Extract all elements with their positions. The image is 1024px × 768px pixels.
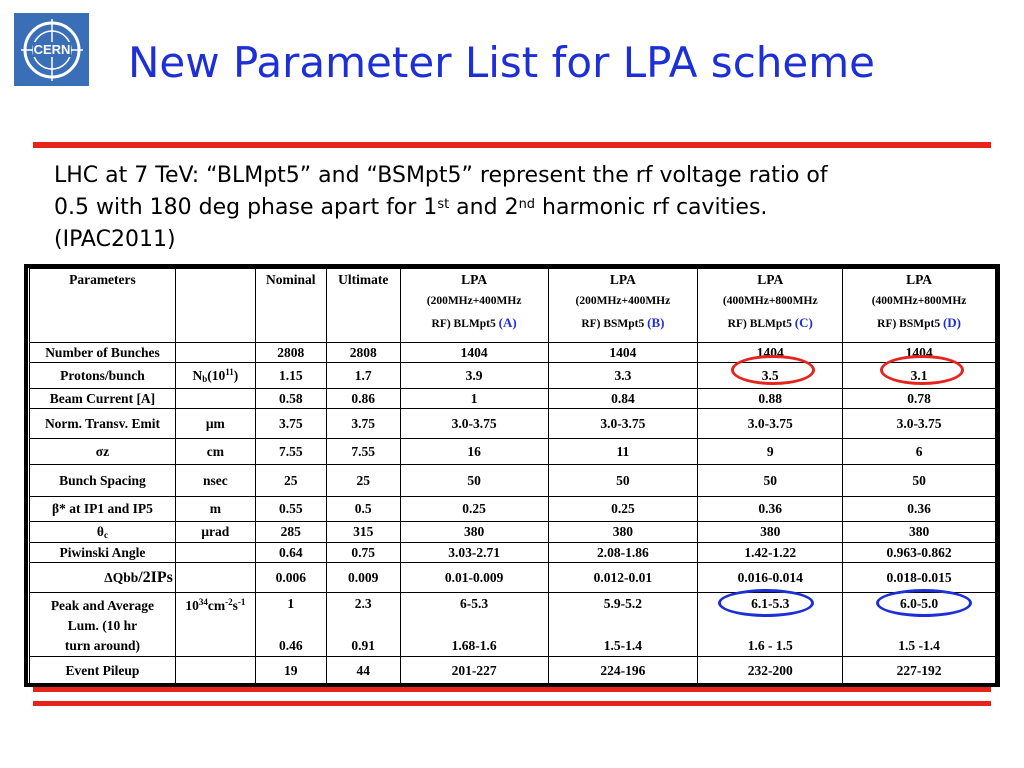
table-row: ΔQbb/2IPs 0.006 0.009 0.01-0.009 0.012-0.01 0.016-0.014 0.018-0.015 — [30, 563, 996, 593]
table-row: $\theta_c$ μrad 285 315 380 380 380 380 — [30, 522, 996, 543]
table-row: Bunch Spacing nsec 25 25 50 50 50 50 — [30, 465, 996, 497]
header-lpa-a: LPA (200MHz+400MHz RF) BLMpt5 (A) — [400, 269, 548, 343]
title-divider — [33, 142, 991, 148]
parameter-table — [29, 268, 996, 685]
table-row: Norm. Transv. Emit μm 3.75 3.75 3.0-3.75 3.0-3.75 3.0-3.75 3.0-3.75 — [30, 409, 996, 439]
table-row: β* at IP1 and IP5 m 0.55 0.5 0.25 0.25 0.36 0.36 — [30, 497, 996, 522]
header-unit — [175, 269, 255, 343]
header-ultimate: Ultimate — [326, 269, 400, 343]
table-row: Event Pileup 19 44 201-227 224-196 232-200 227-192 — [30, 657, 996, 685]
luminosity-unit: $10^{34}cm^{-2}s^{-1}$ — [175, 593, 255, 657]
header-lpa-b: LPA (200MHz+400MHz RF) BSMpt5 (B) — [548, 269, 698, 343]
subtitle-text: LHC at 7 TeV: “BLMpt5” and “BSMpt5” represent the rf voltage ratio of 0.5 with 180 deg phase apart for 1st and 2nd harmonic rf cavities. (IPAC2011) — [54, 163, 828, 252]
highlight-ring-lum-d — [876, 589, 972, 617]
svg-text:CERN: CERN — [33, 41, 70, 57]
cern-logo-icon — [17, 16, 87, 84]
table-row: Number of Bunches 2808 2808 1404 1404 1404 1404 — [30, 343, 996, 363]
highlight-ring-lum-c — [718, 589, 814, 617]
table-row: Beam Current [A] 0.58 0.86 1 0.84 0.88 0.78 — [30, 389, 996, 409]
table-row: σz cm 7.55 7.55 16 11 9 6 — [30, 439, 996, 465]
footer-divider-bottom — [33, 701, 991, 706]
cern-logo — [14, 13, 89, 86]
highlight-ring-protons-c — [731, 355, 815, 385]
protons-unit: $N_b(10^{11})$ — [175, 363, 255, 389]
table-row: Peak and Average Lum. (10 hr turn around) $10^{34}cm^{-2}s^{-1}$ 1 0.46 2.3 0.91 6-5.3 1.68-1.6 5.9-5.2 1.5-1.4 6.1-5.3 1.6 - 1.5 6.0-5.0 1.5 -1.4 — [30, 593, 996, 657]
footer-divider-top — [33, 687, 991, 692]
page-title: New Parameter List for LPA scheme — [128, 38, 875, 87]
table-header-row — [30, 269, 996, 343]
header-lpa-c: LPA (400MHz+800MHz RF) BLMpt5 (C) — [698, 269, 843, 343]
table-row: Piwinski Angle 0.64 0.75 3.03-2.71 2.08-1.86 1.42-1.22 0.963-0.862 — [30, 543, 996, 563]
header-parameters: Parameters — [30, 269, 176, 343]
table-row: Protons/bunch $N_b(10^{11})$ 1.15 1.7 3.9 3.3 3.5 3.1 — [30, 363, 996, 389]
header-lpa-d: LPA (400MHz+800MHz RF) BSMpt5 (D) — [843, 269, 996, 343]
highlight-ring-protons-d — [880, 355, 964, 385]
header-nominal: Nominal — [255, 269, 326, 343]
